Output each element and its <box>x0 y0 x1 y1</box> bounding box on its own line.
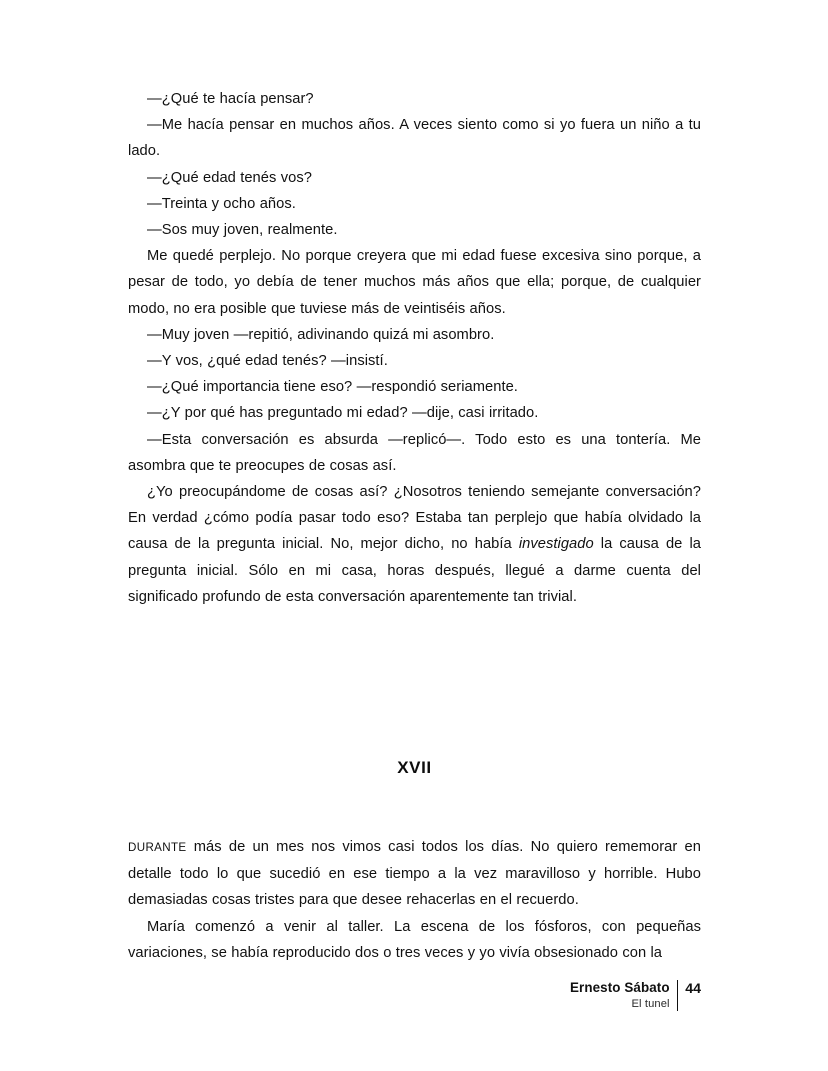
chapter-heading: XVII <box>397 758 432 778</box>
paragraph-text-after-emphasis: la causa de la pregunta inicial. Sólo en mi casa, horas después, llegué a darme cuenta del significado profundo de esta conversación aparentemente tan trivial. <box>128 536 702 605</box>
paragraph-with-emphasis <box>128 479 701 610</box>
page-number: 44 <box>685 981 701 997</box>
paragraph-text-before-emphasis: ¿Yo preocupándome de cosas así? ¿Nosotros teniendo semejante conversación? En verdad ¿cómo podía pasar todo eso? Estaba tan perplejo que había olvidado la causa de la pregunta inicial. No, mejor dicho, no había <box>128 484 701 553</box>
page-text-column <box>128 86 701 966</box>
footer-author-name: Ernesto Sábato <box>570 980 670 995</box>
paragraph: —Esta conversación es absurda —replicó—. Todo esto es una tontería. Me asombra que te preocupes de cosas así. <box>128 431 701 474</box>
paragraph: —¿Qué edad tenés vos? <box>147 169 312 186</box>
paragraph: Me quedé perplejo. No porque creyera que mi edad fuese excesiva sino porque, a pesar de todo, yo debía de tener muchos más años que ella; porque, de cualquier modo, no era posible que tuviese más de veintiséis años. <box>128 248 701 317</box>
paragraph: —Me hacía pensar en muchos años. A veces siento como si yo fuera un niño a tu lado. <box>128 117 701 160</box>
emphasized-word: investigado <box>518 536 594 553</box>
paragraph: —Treinta y ocho años. <box>147 195 296 212</box>
post-heading-spacer <box>128 778 701 834</box>
footer-title-block <box>570 980 677 1011</box>
chapter-opening-text: más de un mes nos vimos casi todos los días. No quiero rememorar en detalle todo lo que sucedió en ese tiempo a la vez maravilloso y horrible. Hubo demasiadas cosas tristes para que desee rehacerlas en el recuerdo. <box>128 839 701 909</box>
chapter-spacer <box>128 610 701 758</box>
small-caps-opening-word: DURANTE <box>128 841 187 855</box>
paragraph: —Y vos, ¿qué edad tenés? —insistí. <box>147 353 388 370</box>
page-footer <box>570 980 701 1011</box>
paragraph: —¿Y por qué has preguntado mi edad? —dije, casi irritado. <box>147 405 539 422</box>
paragraph: —Sos muy joven, realmente. <box>147 222 338 239</box>
footer-book-title: El tunel <box>631 997 670 1010</box>
paragraph: —¿Qué importancia tiene eso? —respondió seriamente. <box>147 379 518 396</box>
chapter-opening-paragraph <box>128 834 701 914</box>
paragraph: —Muy joven —repitió, adivinando quizá mi asombro. <box>147 326 495 343</box>
paragraph: María comenzó a venir al taller. La escena de los fósforos, con pequeñas variaciones, se había reproducido dos o tres veces y yo vivía obsesionado con la <box>128 918 701 961</box>
paragraph: —¿Qué te hacía pensar? <box>147 91 314 107</box>
